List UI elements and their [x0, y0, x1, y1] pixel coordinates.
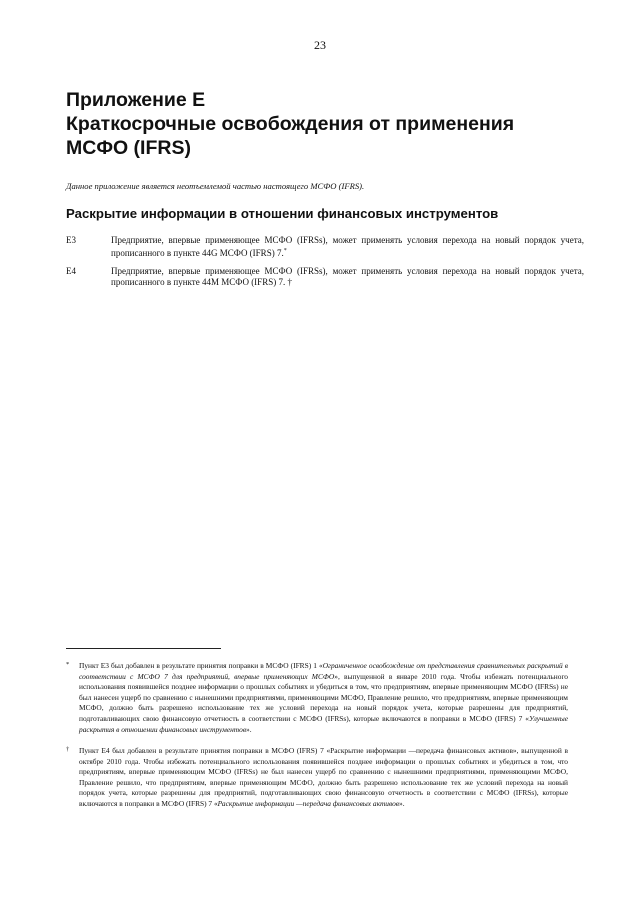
footnote-2: [66, 746, 568, 810]
footnote-mark: *: [66, 661, 70, 668]
section-heading: Раскрытие информации в отношении финансовых инструментов: [66, 206, 499, 221]
paragraph-text: [111, 235, 584, 259]
paragraph-e3: [66, 235, 584, 259]
footnote-1: [66, 661, 568, 735]
intro-note: Данное приложение является неотъемлемой частью настоящего МСФО (IFRS).: [66, 181, 365, 191]
paragraph-e4: [66, 266, 584, 288]
footnote-text-part: Пункт Е3 был добавлен в результате принятия поправки в МСФО (IFRS) 1 «: [79, 661, 323, 670]
footnote-text-part: ».: [246, 724, 252, 734]
footnote-reference[interactable]: †: [287, 277, 292, 288]
footnote-text-part: ».: [399, 798, 405, 808]
footnote-italic-title: Улучшенные раскрытия в отношении финансовых инструментов: [79, 713, 568, 734]
footnote-divider: [66, 648, 221, 649]
paragraph-body: Предприятие, впервые применяющее МСФО (IFRSs), может применять условия перехода на новый порядок учета, прописанного в пункте 44M МСФО (IFRS) 7.: [111, 266, 584, 288]
paragraph-text: [111, 266, 584, 288]
title-line-2: Краткосрочные освобождения от применения: [66, 113, 515, 135]
page-title: [66, 88, 586, 160]
footnote-italic-title: Раскрытие информации —передача финансовых активов: [217, 798, 400, 808]
footnote-italic-title: Ограниченное освобождение от представления сравнительных раскрытий в соответствии с МСФО 7 для предприятий, впервые применяющих МСФО: [79, 661, 568, 681]
footnote-reference[interactable]: *: [283, 248, 287, 255]
title-line-1: Приложение Е: [66, 89, 206, 111]
title-line-3: МСФО (IFRS): [66, 137, 191, 159]
footnote-text: [79, 661, 568, 735]
paragraph-number: Е4: [66, 266, 76, 276]
footnote-text-part: », выпущенной в январе 2010 года. Чтобы избежать потенциального использования появившейся позднее информации о прошлых событиях и убедиться в том, что предприятиям, впервые применяющим МСФО (IFRSs) не был нанесен ущерб по сравнению с нынешними предприятиями, применяющими МСФО, Правление решило, что предприятиям, впервые применяющим МСФО, должно быть разрешено использование тех же условий перехода на новый порядок учета, которые разрешены для предприятий, подготавливающих свою финансовую отчетность в соответствии с МСФО (IFRSs), которые включаются в поправки в МСФО (IFRS) 7 «: [79, 671, 568, 723]
paragraph-number: Е3: [66, 235, 76, 245]
footnote-text-part: Пункт Е4 был добавлен в результате принятия поправки в МСФО (IFRS) 7 «Раскрытие информации —передача финансовых активов», выпущенной в октябре 2010 года. Чтобы избежать потенциального использования появившейся позднее информации о прошлых событиях и убедиться в том, что предприятиям, впервые применяющим МСФО (IFRSs) не был нанесен ущерб по сравнению с нынешними предприятиями, применяющими МСФО, Правление решило, что предприятиям, впервые применяющим МСФО, должно быть разрешено использование тех же условий перехода на новый порядок учета, которые разрешены для предприятий, подготавливающих свою финансовую отчетность в соответствии с МСФО (IFRSs), которые включаются в поправки в МСФО (IFRS) 7 «: [79, 746, 568, 808]
footnote-mark: †: [66, 746, 70, 753]
page-number: 23: [314, 38, 326, 52]
footnote-text: [79, 746, 568, 810]
paragraph-body: Предприятие, впервые применяющее МСФО (IFRSs), может применять условия перехода на новый порядок учета, прописанного в пункте 44G МСФО (IFRS) 7.: [111, 235, 584, 259]
